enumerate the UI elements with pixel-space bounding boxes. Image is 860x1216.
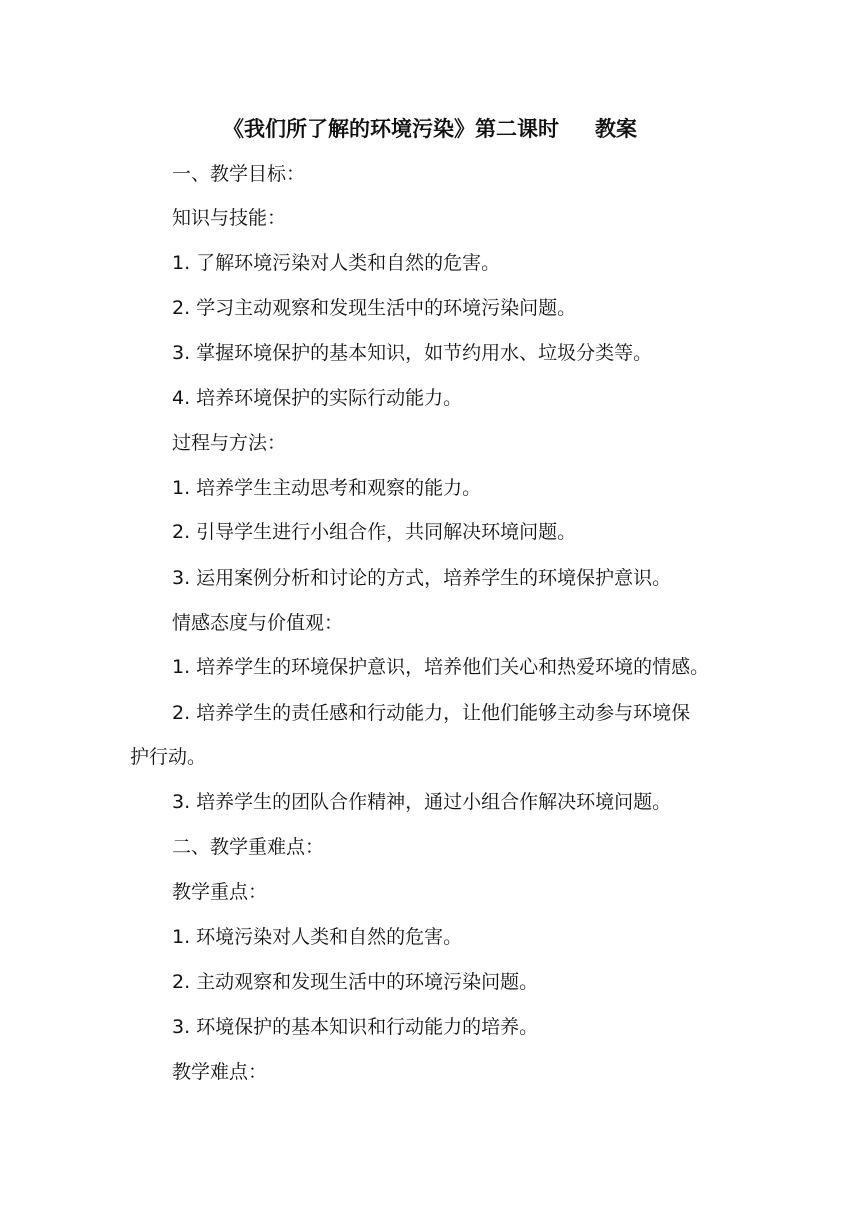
section-heading-difficulty: 二、教学重难点： [172,836,325,858]
subheading-attitude: 情感态度与价值观： [172,612,344,634]
list-item: 2. 培养学生的责任感和行动能力，让他们能够主动参与环境保 [172,702,691,724]
list-item: 1. 了解环境污染对人类和自然的危害。 [172,252,501,274]
title-suffix: 教案 [595,117,637,141]
list-item-continuation: 护行动。 [130,746,207,768]
list-item: 3. 掌握环境保护的基本知识，如节约用水、垃圾分类等。 [172,342,653,364]
subheading-difficult-points: 教学难点： [172,1061,268,1083]
subheading-key-points: 教学重点： [172,881,268,903]
section-heading-goals: 一、教学目标： [172,163,306,185]
list-item: 3. 环境保护的基本知识和行动能力的培养。 [172,1016,539,1038]
list-item: 4. 培养环境保护的实际行动能力。 [172,387,463,409]
document-title [0,116,860,142]
list-item: 3. 培养学生的团队合作精神，通过小组合作解决环境问题。 [172,791,672,813]
list-item: 1. 培养学生主动思考和观察的能力。 [172,477,482,499]
list-item: 1. 环境污染对人类和自然的危害。 [172,926,463,948]
title-main: 《我们所了解的环境污染》第二课时 [223,117,559,141]
list-item: 2. 主动观察和发现生活中的环境污染问题。 [172,971,539,993]
subheading-process: 过程与方法： [172,432,287,454]
list-item: 2. 学习主动观察和发现生活中的环境污染问题。 [172,297,577,319]
list-item: 2. 引导学生进行小组合作，共同解决环境问题。 [172,521,577,543]
list-item: 3. 运用案例分析和讨论的方式，培养学生的环境保护意识。 [172,567,672,589]
list-item: 1. 培养学生的环境保护意识，培养他们关心和热爱环境的情感。 [172,656,710,678]
subheading-knowledge: 知识与技能： [172,207,287,229]
